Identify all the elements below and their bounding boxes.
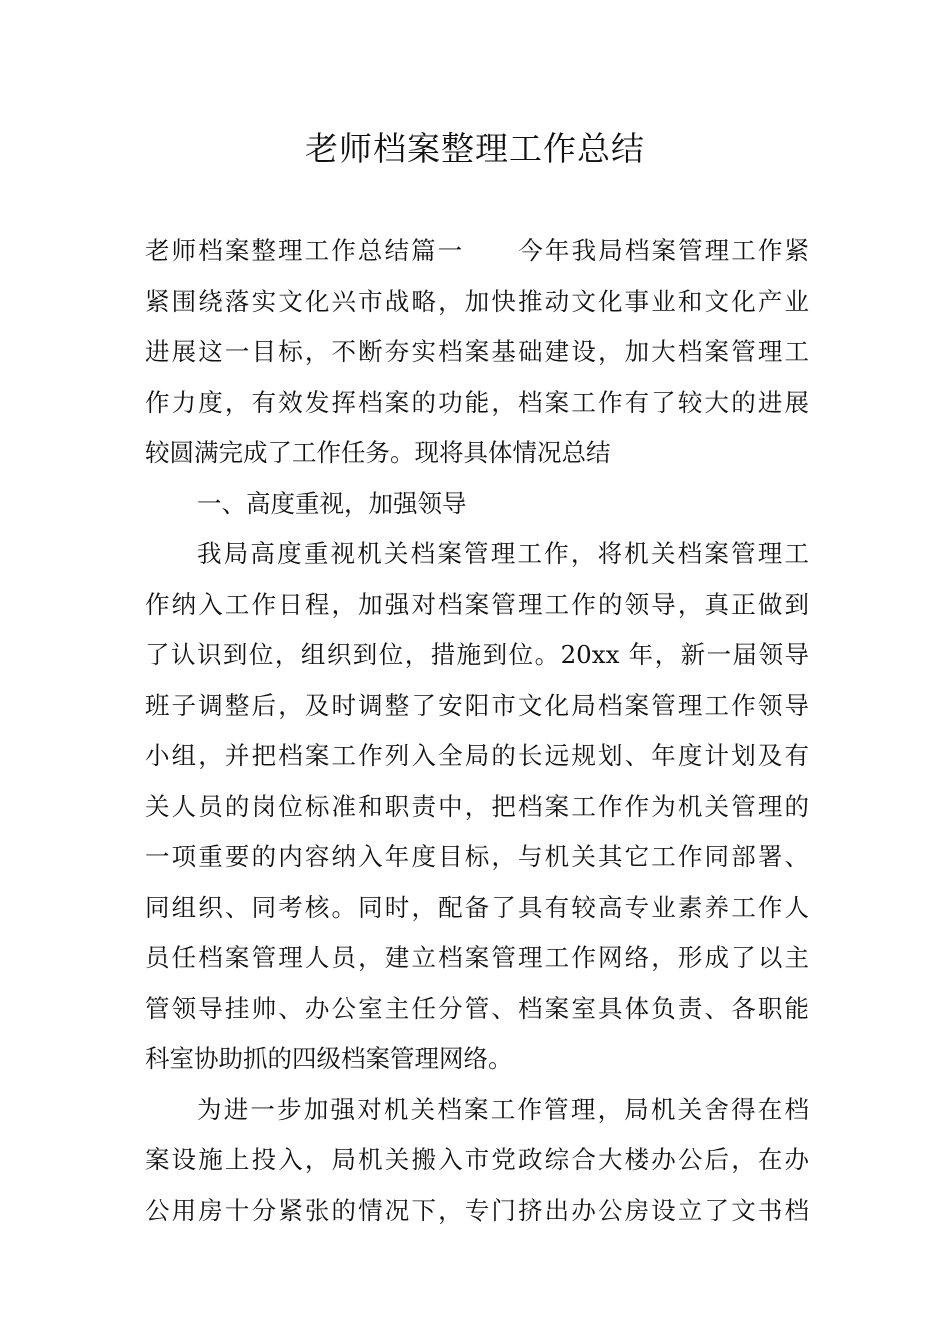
paragraph-line: 一项重要的内容纳入年度目标，与机关其它工作同部署、: [145, 842, 809, 871]
paragraph-line: 小组，并把档案工作列入全局的长远规划、年度计划及有: [145, 741, 809, 770]
paragraph-line: 班子调整后，及时调整了安阳市文化局档案管理工作领导: [145, 690, 809, 720]
paragraph-line: 关人员的岗位标准和职责中，把档案工作作为机关管理的: [145, 791, 809, 821]
intro-heading: 老师档案整理工作总结篇一: [145, 236, 465, 265]
section-heading: 一、高度重视，加强领导: [197, 488, 467, 518]
paragraph-line: 同组织、同考核。同时，配备了具有较高专业素养工作人: [145, 892, 809, 922]
paragraph-line: 作纳入工作日程，加强对档案管理工作的领导，真正做到: [145, 589, 809, 619]
document-body: [145, 226, 809, 1236]
paragraph-line: 公用房十分紧张的情况下，专门挤出办公房设立了文书档: [145, 1195, 809, 1225]
paragraph-line: 科室协助抓的四级档案管理网络。: [145, 1044, 513, 1073]
intro-line-text: 今年我局档案管理工作紧: [516, 236, 809, 265]
paragraph-line: 管领导挂帅、办公室主任分管、档案室具体负责、各职能: [145, 993, 809, 1023]
paragraph-line: 了认识到位，组织到位，措施到位。20xx 年，新一届领导: [145, 640, 809, 669]
intro-line: 作力度，有效发挥档案的功能，档案工作有了较大的进展: [145, 387, 809, 417]
intro-line: 紧围绕落实文化兴市战略，加快推动文化事业和文化产业: [145, 286, 809, 316]
paragraph-line: 为进一步加强对机关档案工作管理，局机关舍得在档: [197, 1094, 809, 1124]
intro-line: [145, 226, 809, 277]
intro-line: 较圆满完成了工作任务。现将具体情况总结: [145, 438, 611, 467]
paragraph-line: 案设施上投入，局机关搬入市党政综合大楼办公后，在办: [145, 1145, 809, 1174]
paragraph-line: 员任档案管理人员，建立档案管理工作网络，形成了以主: [145, 943, 809, 972]
intro-line: 进展这一目标，不断夯实档案基础建设，加大档案管理工: [145, 337, 809, 366]
document-title: 老师档案整理工作总结: [305, 129, 645, 168]
paragraph-line: 我局高度重视机关档案管理工作，将机关档案管理工: [197, 539, 809, 568]
